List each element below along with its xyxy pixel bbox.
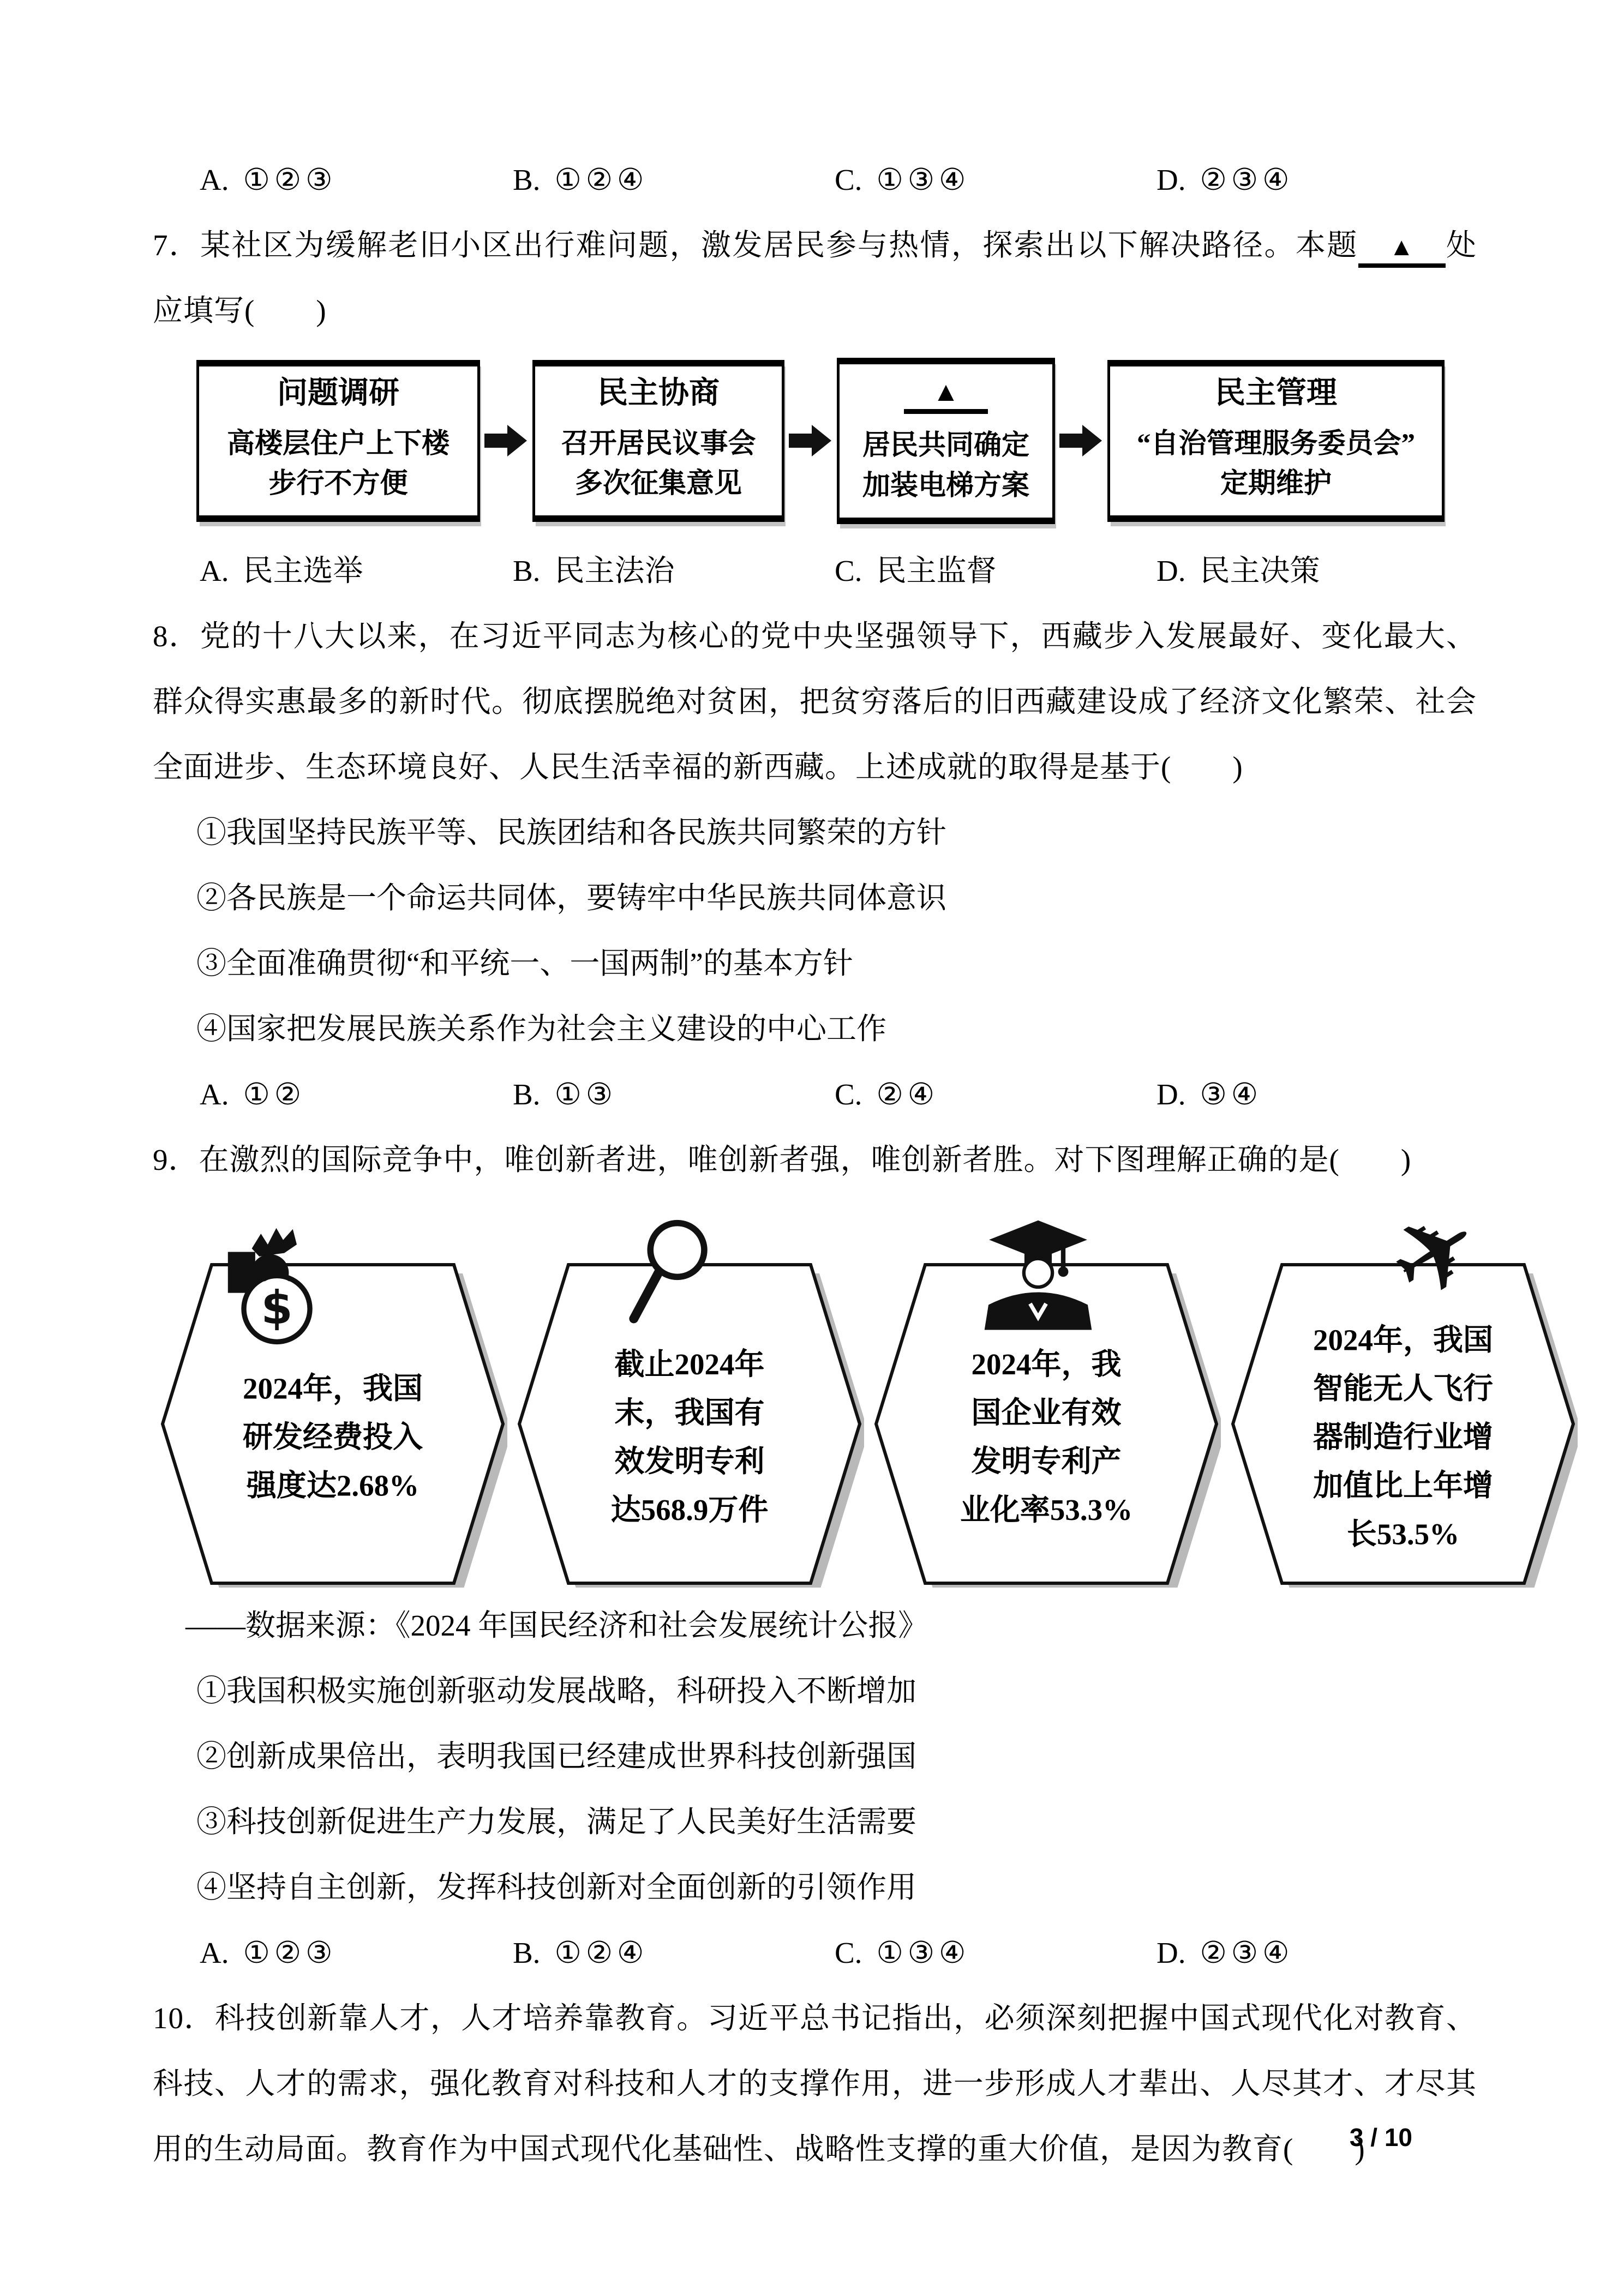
q9-option-a: A. ①②③ [200,1936,337,1969]
q9-statement-2: ②创新成果倍出，表明我国已经建成世界科技创新强国 [196,1739,917,1773]
q8-option-a: A. ①② [200,1077,306,1111]
hexagon-text: 截止2024年 末，我国有 效发明专利 达568.9万件 [610,1347,769,1526]
q6-option-d: D. ②③④ [1156,163,1294,196]
airplane-icon: ✈ [1367,1180,1505,1329]
magnifier-icon [619,1216,722,1330]
exam-content [153,147,1505,2182]
q8-statement-4: ④国家把发展民族关系作为社会主义建设的中心工作 [196,1012,887,1045]
q7-option-a: A. 民主选举 [200,554,363,587]
q7-stem: 7．某社区为缓解老旧小区出行难问题，激发居民参与热情，探索出以下解决路径。本题 ▲ 处应填写( ) [153,229,1477,327]
q9-statement-4: ④坚持自主创新，发挥科技创新对全面创新的引领作用 [196,1870,917,1904]
q7-flowchart [196,358,1477,524]
q9-statement-1: ①我国积极实施创新驱动发展战略，科研投入不断增加 [196,1674,917,1708]
q8-option-c: C. ②④ [835,1077,939,1111]
hexagon-patents [515,1219,864,1588]
q10-stem: 10．科技创新靠人才，人才培养靠教育。习近平总书记指出，必须深刻把握中国式现代化对教育、科技、人才的需求，强化教育对科技和人才的支撑作用，进一步形成人才辈出、人尽其才、才尽其用的生动局面。教育作为中国式现代化基础性、战略性支撑的重大价值，是因为教育( ) [153,2001,1477,2166]
hexagon-industrialization-rate [872,1219,1221,1588]
graduate-icon [975,1217,1101,1331]
q8-statement-3: ③全面准确贯彻“和平统一、一国两制”的基本方针 [196,946,853,980]
page-number: 3 / 10 [1349,2123,1412,2151]
q9-option-d: D. ②③④ [1156,1936,1294,1969]
q7-option-c: C. 民主监督 [835,554,997,587]
q7-option-b: B. 民主法治 [513,554,675,587]
hexagon-text: 2024年，我国 智能无人飞行 器制造行业增 加值比上年增 长53.5% [1313,1323,1494,1551]
arrow-right-icon [789,422,832,460]
q6-options-row [153,147,1477,213]
q8-statement-1: ①我国坚持民族平等、民族团结和各民族共同繁荣的方针 [196,815,947,849]
q6-option-b: B. ①②④ [513,163,649,196]
q9-stem: 9．在激烈的国际竞争中，唯创新者进，唯创新者强，唯创新者胜。对下图理解正确的是( ) [153,1143,1412,1176]
arrow-right-icon [1059,422,1103,460]
hexagon-uav-industry [1229,1180,1578,1588]
flow-box-democratic-management: 民主管理 “自治管理服务委员会” 定期维护 [1107,360,1445,522]
q8-statement-2: ②各民族是一个命运共同体，要铸牢中华民族共同体意识 [196,881,947,915]
q7-options-row [153,538,1477,604]
svg-text:$: $ [261,1281,293,1335]
hexagon-rd-spending [158,1219,507,1588]
q7-blank-triangle-marker: ▲ [1358,231,1446,268]
q9-option-b: B. ①②④ [513,1936,649,1969]
q6-option-c: C. ①③④ [835,163,970,196]
q9-option-c: C. ①③④ [835,1936,970,1969]
q8-option-b: B. ①③ [513,1077,618,1111]
q7-option-d: D. 民主决策 [1156,554,1320,587]
flow-box-democratic-consultation: 民主协商 召开居民议事会 多次征集意见 [532,360,784,522]
q9-statement-3: ③科技创新促进生产力发展，满足了人民美好生活需要 [196,1805,917,1838]
hexagon-text: 2024年，我 国企业有效 发明专利产 业化率53.3% [960,1347,1133,1526]
q8-stem: 8．党的十八大以来，在习近平同志为核心的党中央坚强领导下，西藏步入发展最好、变化最大、群众得实惠最多的新时代。彻底摆脱绝对贫困，把贫穷落后的旧西藏建设成了经济文化繁荣、社会全面进步、生态环境良好、人民生活幸福的新西藏。上述成就的取得是基于( ) [153,619,1477,784]
q8-options-row [153,1062,1477,1127]
q9-data-source: ——数据来源：《2024 年国民经济和社会发展统计公报》 [185,1608,928,1642]
hexagon-text: 2024年，我国 研发经费投入 强度达2.68% [242,1372,423,1502]
q9-options-row [153,1920,1477,1986]
money-bag-icon [213,1219,327,1350]
q9-figure [158,1180,1505,1588]
arrow-right-icon [484,422,528,460]
flow-blank-triangle-marker: ▲ [904,377,988,414]
q8-option-d: D. ③④ [1156,1077,1263,1111]
q6-option-a: A. ①②③ [200,163,337,196]
flow-box-blank-step: ▲ 居民共同确定 加装电梯方案 [837,358,1055,524]
flow-box-problem-research: 问题调研 高楼层住户上下楼 步行不方便 [196,360,480,522]
